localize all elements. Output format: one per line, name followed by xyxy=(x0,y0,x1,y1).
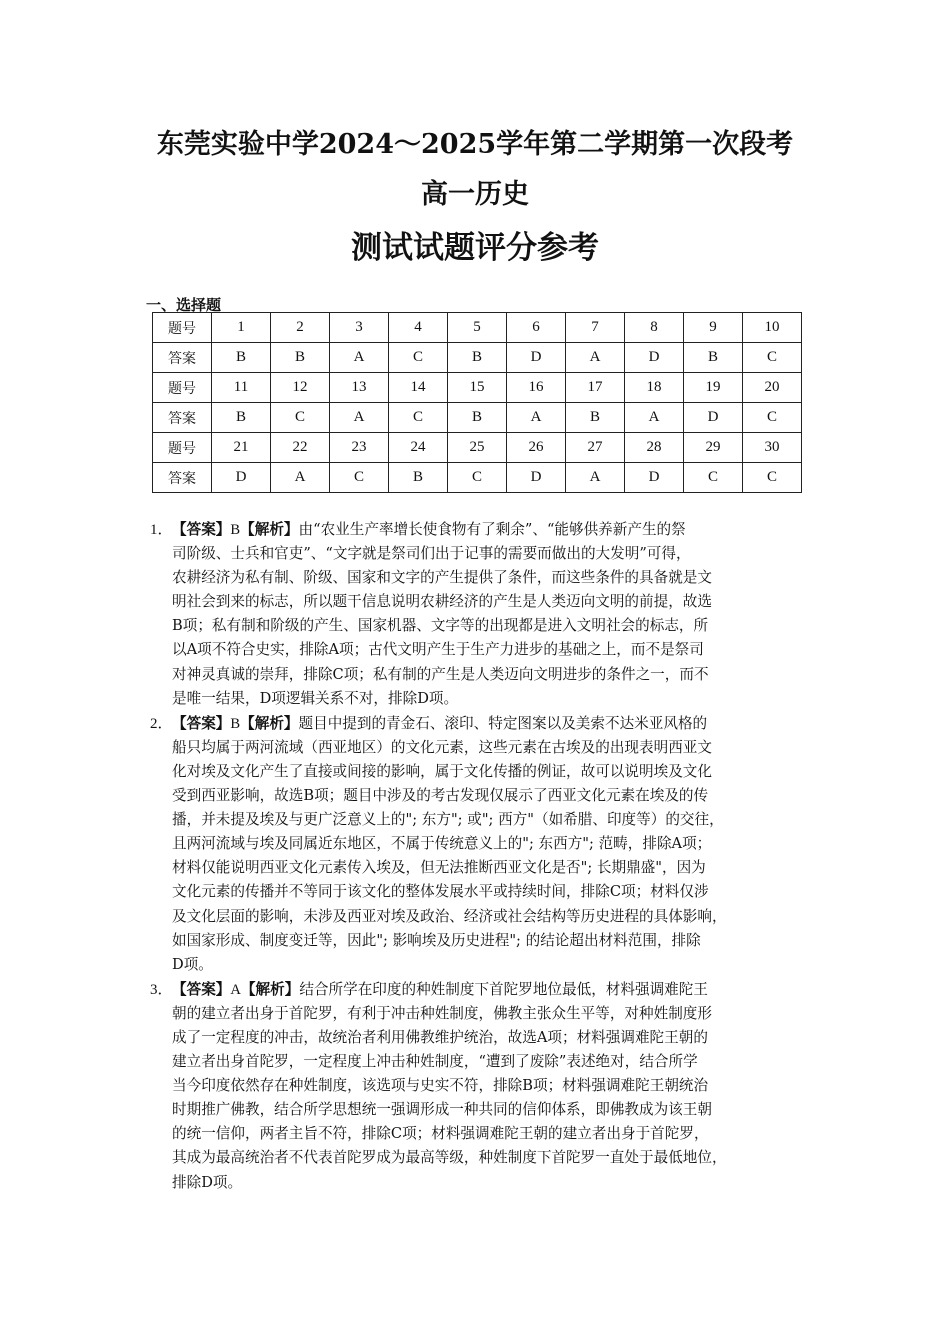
explanation-text: 司阶级、士兵和官吏”、“文字就是祭司们出于记事的需要而做出的大发明”可得， xyxy=(172,545,691,563)
answer-cell: C xyxy=(684,463,743,493)
explanation-text: 当今印度依然存在种姓制度，该选项与史实不符，排除B项；材料强调难陀王朝统治 xyxy=(172,1077,709,1095)
analysis-tag: 【解析】 xyxy=(240,714,299,732)
explanation-text: 是唯一结果，D项逻辑关系不对，排除D项。 xyxy=(172,689,459,707)
answer-cell: C xyxy=(389,403,448,433)
answer-tag: 【答案】 xyxy=(172,980,231,998)
table-row-numbers xyxy=(153,373,802,403)
question-number-cell: 6 xyxy=(507,313,566,343)
answer-tag: 【答案】 xyxy=(172,714,231,732)
explanation-line xyxy=(172,1074,820,1098)
answer-cell: C xyxy=(389,343,448,373)
explanation-line xyxy=(172,614,820,638)
answer-cell: D xyxy=(625,343,684,373)
table-row-numbers xyxy=(153,433,802,463)
explanation-line xyxy=(172,929,820,953)
explanation-line xyxy=(172,1002,820,1026)
explanation-text: B项；私有制和阶级的产生、国家机器、文字等的出现都是进入文明社会的标志，所 xyxy=(172,617,709,635)
explanation-line xyxy=(172,953,820,977)
answer-cell: A xyxy=(330,343,389,373)
question-number-cell: 27 xyxy=(566,433,625,463)
explanation-line xyxy=(172,880,820,904)
explanation-line xyxy=(172,808,820,832)
exam-title: 东莞实验中学2024～2025学年第二学期第一次段考 xyxy=(156,129,794,160)
answer-cell: A xyxy=(625,403,684,433)
explanation-text: 结合所学在印度的种姓制度下首陀罗地位最低，材料强调难陀王 xyxy=(299,980,708,998)
question-number-cell: 17 xyxy=(566,373,625,403)
question-number-cell: 26 xyxy=(507,433,566,463)
answer-cell: D xyxy=(212,463,271,493)
explanation-item xyxy=(150,712,820,977)
answer-value: B xyxy=(230,715,241,732)
answer-cell: B xyxy=(448,343,507,373)
answer-cell: D xyxy=(507,463,566,493)
table-row-numbers xyxy=(153,313,802,343)
question-number-cell: 18 xyxy=(625,373,684,403)
explanation-line xyxy=(172,1122,820,1146)
answer-cell: B xyxy=(212,343,271,373)
answer-value: B xyxy=(230,522,241,538)
answer-cell: C xyxy=(743,403,802,433)
answer-cell: D xyxy=(507,343,566,373)
question-number-cell: 12 xyxy=(271,373,330,403)
question-number-cell: 14 xyxy=(389,373,448,403)
explanation-line xyxy=(172,712,820,736)
row-label-answer: 答案 xyxy=(153,403,212,433)
question-number-cell: 13 xyxy=(330,373,389,403)
question-number-cell: 22 xyxy=(271,433,330,463)
question-number-cell: 1 xyxy=(212,313,271,343)
explanation-line xyxy=(172,1050,820,1074)
explanation-item xyxy=(150,978,820,1195)
explanation-line xyxy=(172,638,820,662)
question-number-cell: 23 xyxy=(330,433,389,463)
explanation-text: 的统一信仰，两者主旨不符，排除C项；材料强调难陀王朝的建立者出身于首陀罗， xyxy=(172,1125,709,1143)
explanation-line xyxy=(172,784,820,808)
question-number: 1． xyxy=(150,522,173,538)
explanation-text: 且两河流域与埃及同属近东地区，不属于传统意义上的"; 东西方"; 范畴，排除A项； xyxy=(172,835,712,853)
question-number: 2． xyxy=(150,715,173,732)
explanation-line xyxy=(172,760,820,784)
row-label-number: 题号 xyxy=(153,373,212,403)
question-number-cell: 10 xyxy=(743,313,802,343)
explanation-text: 成了一定程度的冲击，故统治者利用佛教维护统治，故选A项；材料强调难陀王朝的 xyxy=(172,1028,708,1046)
answer-cell: A xyxy=(330,403,389,433)
table-row-answers xyxy=(153,343,802,373)
section-heading: 一、选择题 xyxy=(146,296,222,314)
question-number-cell: 4 xyxy=(389,313,448,343)
question-number-cell: 7 xyxy=(566,313,625,343)
answer-cell: B xyxy=(271,343,330,373)
answer-cell: C xyxy=(743,343,802,373)
answer-cell: B xyxy=(684,343,743,373)
explanation-line xyxy=(172,687,820,711)
answer-cell: B xyxy=(212,403,271,433)
explanation-text: D项。 xyxy=(172,955,213,973)
table-row-answers xyxy=(153,463,802,493)
explanation-text: 农耕经济为私有制、阶级、国家和文字的产生提供了条件，而这些条件的具备就是文 xyxy=(172,569,712,587)
row-label-answer: 答案 xyxy=(153,463,212,493)
answer-cell: B xyxy=(566,403,625,433)
explanation-text: 朝的建立者出身于首陀罗，有利于冲击种姓制度，佛教主张众生平等，对种姓制度形 xyxy=(172,1004,712,1022)
answer-table xyxy=(152,312,802,493)
answer-cell: C xyxy=(330,463,389,493)
analysis-tag: 【解析】 xyxy=(240,521,299,538)
answer-cell: C xyxy=(271,403,330,433)
explanation-line xyxy=(172,1171,820,1195)
explanation-text: 由“农业生产率增长使食物有了剩余”、“能够供养新产生的祭 xyxy=(298,521,686,538)
answer-cell: D xyxy=(684,403,743,433)
explanation-line xyxy=(172,832,820,856)
question-number-cell: 16 xyxy=(507,373,566,403)
explanation-text: 建立者出身首陀罗，一定程度上冲击种姓制度，“遭到了废除”表述绝对，结合所学 xyxy=(172,1053,698,1071)
explanation-text: 及文化层面的影响，未涉及西亚对埃及政治、经济或社会结构等历史进程的具体影响， xyxy=(172,907,727,925)
answer-cell: A xyxy=(507,403,566,433)
question-number-cell: 15 xyxy=(448,373,507,403)
explanation-text: 材料仅能说明西亚文化元素传入埃及，但无法推断西亚文化是否"; 长期鼎盛"，因为 xyxy=(172,859,706,877)
explanation-text: 对神灵真诚的崇拜，排除C项；私有制的产生是人类迈向文明进步的条件之一，而不 xyxy=(172,665,709,683)
explanation-line xyxy=(172,1146,820,1170)
explanation-line xyxy=(172,1098,820,1122)
question-number-cell: 3 xyxy=(330,313,389,343)
explanation-text: 其成为最高统治者不代表首陀罗成为最高等级，种姓制度下首陀罗一直处于最低地位， xyxy=(172,1149,727,1167)
question-number-cell: 9 xyxy=(684,313,743,343)
explanation-text: 题目中提到的青金石、滚印、特定图案以及美索不达米亚风格的 xyxy=(298,714,708,732)
answer-tag: 【答案】 xyxy=(172,521,231,538)
question-number-cell: 30 xyxy=(743,433,802,463)
answer-cell: A xyxy=(566,343,625,373)
explanation-text: 如国家形成、制度变迁等，因此"; 影响埃及历史进程"; 的结论超出材料范围，排除 xyxy=(172,931,701,949)
explanation-line xyxy=(172,905,820,929)
question-number-cell: 24 xyxy=(389,433,448,463)
question-number-cell: 19 xyxy=(684,373,743,403)
table-row-answers xyxy=(153,403,802,433)
explanation-line xyxy=(172,856,820,880)
row-label-number: 题号 xyxy=(153,313,212,343)
explanations-list xyxy=(150,518,820,1196)
explanation-line xyxy=(172,566,820,590)
explanation-text: 文化元素的传播并不等同于该文化的整体发展水平或持续时间，排除C项；材料仅涉 xyxy=(172,883,709,901)
explanation-line xyxy=(172,978,820,1002)
explanation-text: 排除D项。 xyxy=(172,1173,243,1191)
explanation-text: 船只均属于两河流域（西亚地区）的文化元素，这些元素在古埃及的出现表明西亚文 xyxy=(172,738,712,756)
answer-cell: B xyxy=(389,463,448,493)
explanation-text: 化对埃及文化产生了直接或间接的影响，属于文化传播的例证，故可以说明埃及文化 xyxy=(172,762,712,780)
answer-cell: B xyxy=(448,403,507,433)
explanation-text: 明社会到来的标志，所以题干信息说明农耕经济的产生是人类迈向文明的前提，故选 xyxy=(172,593,712,611)
explanation-text: 受到西亚影响，故选B项；题目中涉及的考古发现仅展示了西亚文化元素在埃及的传 xyxy=(172,787,709,805)
question-number: 3． xyxy=(150,981,173,998)
explanation-item xyxy=(150,518,820,711)
explanation-text: 以A项不符合史实，排除A项；古代文明产生于生产力进步的基础之上，而不是祭司 xyxy=(172,641,704,659)
question-number-cell: 8 xyxy=(625,313,684,343)
explanation-line xyxy=(172,542,820,566)
explanation-line xyxy=(172,663,820,687)
explanation-text: 时期推广佛教，结合所学思想统一强调形成一种共同的信仰体系，即佛教成为该王朝 xyxy=(172,1101,712,1119)
exam-subtitle: 测试试题评分参考 xyxy=(351,230,599,266)
row-label-number: 题号 xyxy=(153,433,212,463)
explanation-line xyxy=(172,736,820,760)
answer-cell: C xyxy=(448,463,507,493)
question-number-cell: 29 xyxy=(684,433,743,463)
explanation-line xyxy=(172,518,820,542)
explanation-line xyxy=(172,1026,820,1050)
answer-value: A xyxy=(230,981,241,998)
exam-subject: 高一历史 xyxy=(421,179,529,210)
row-label-answer: 答案 xyxy=(153,343,212,373)
explanation-line xyxy=(172,590,820,614)
question-number-cell: 2 xyxy=(271,313,330,343)
explanation-text: 播，并未提及埃及与更广泛意义上的"; 东方"; 或"; 西方"（如希腊、印度等）的交往， xyxy=(172,811,724,829)
question-number-cell: 20 xyxy=(743,373,802,403)
answer-cell: A xyxy=(566,463,625,493)
question-number-cell: 5 xyxy=(448,313,507,343)
question-number-cell: 11 xyxy=(212,373,271,403)
question-number-cell: 21 xyxy=(212,433,271,463)
analysis-tag: 【解析】 xyxy=(240,980,300,998)
answer-cell: A xyxy=(271,463,330,493)
question-number-cell: 28 xyxy=(625,433,684,463)
answer-cell: D xyxy=(625,463,684,493)
answer-cell: C xyxy=(743,463,802,493)
question-number-cell: 25 xyxy=(448,433,507,463)
